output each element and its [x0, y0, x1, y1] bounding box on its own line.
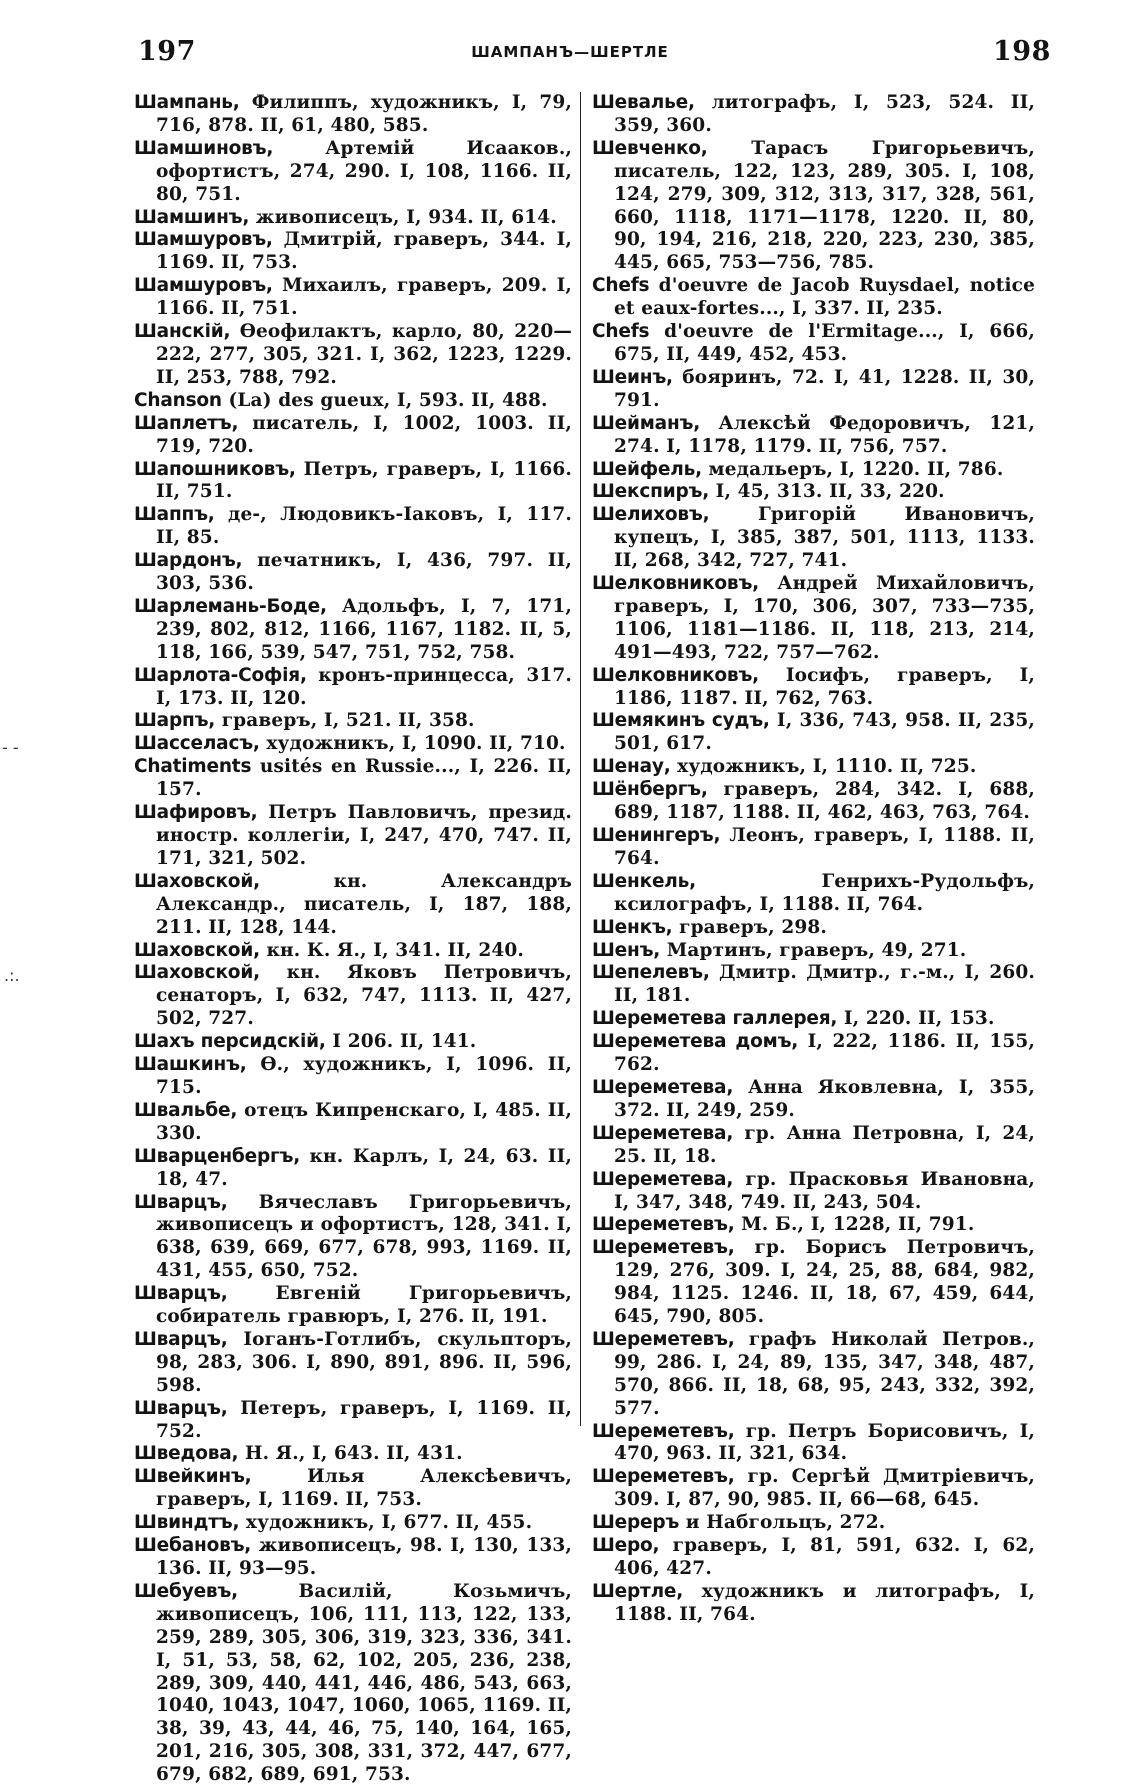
entry-headword: Шведова,: [134, 1443, 239, 1465]
entry-headword: Шертле,: [592, 1580, 684, 1602]
index-entry: [592, 1077, 1035, 1123]
entry-references: Василій, Козьмичъ, живописецъ, 106, 111, 113, 122, 133, 259, 289, 305, 306, 319, 323, 336, 341. I, 51, 53, 58, 62, 102, 205, 236, 238, 289, 309, 440, 441, 446, 486, 543, 663, 1040, 1043, 1047, 1060, 1065, 1169. II, 38, 39, 43, 44, 46, 75, 140, 164, 165, 201, 216, 305, 308, 331, 372, 447, 677, 679, 682, 689, 691, 753.: [156, 1580, 573, 1786]
entry-references: Алексѣй Федоровичъ, 121, 274. I, 1178, 1179. II, 756, 757.: [614, 412, 1035, 457]
entry-references: Ѳ., художникъ, I, 1096. II, 715.: [156, 1054, 573, 1098]
index-entry: [134, 1512, 572, 1535]
entry-headword: Шамшинъ,: [134, 206, 250, 228]
index-entry: [592, 1535, 1035, 1581]
entry-references: Анна Яковлевна, I, 355, 372. II, 249, 259.: [614, 1076, 1035, 1121]
index-entry: [134, 710, 572, 733]
entry-headword: Шеинъ,: [592, 366, 673, 388]
entry-references: живописецъ, I, 934. II, 614.: [255, 206, 557, 228]
entry-references: де-, Людовикъ-Іаковъ, I, 117. II, 85.: [156, 504, 572, 549]
entry-references: (La) des gueux, I, 593. II, 488.: [228, 389, 548, 411]
index-entry: [592, 1031, 1035, 1077]
index-entry: [592, 1169, 1035, 1215]
entry-references: d'oeuvre de Jacob Ruysdael, notice et eaux-fortes..., I, 337. II, 235.: [614, 275, 1036, 320]
page-number-left: 197: [138, 36, 196, 67]
entry-headword: Шереметева галлерея,: [592, 1008, 838, 1030]
entry-references: гр. Анна Петровна, I, 24, 25. II, 18.: [614, 1122, 1035, 1167]
index-entry: [592, 413, 1035, 459]
index-entry: [134, 756, 572, 802]
entry-headword: Шаховской,: [134, 939, 260, 961]
margin-mark: .:.: [4, 966, 20, 985]
entry-headword: Шапошниковъ,: [134, 458, 296, 480]
entry-headword: Шарлота-Софія,: [134, 664, 307, 686]
index-entry: [134, 802, 572, 871]
entry-references: Андрей Михайловичъ, граверъ, I, 170, 306, 307, 733—735, 1106, 1181—1186. II, 118, 213, 214, 491—493, 722, 757—762.: [614, 573, 1035, 663]
entry-headword: Шахъ персидскій,: [134, 1031, 326, 1053]
index-entry: [134, 459, 572, 505]
entry-references: I 206. II, 141.: [332, 1031, 477, 1053]
entry-headword: Шарпъ,: [134, 710, 216, 732]
entry-headword: Шварцъ,: [134, 1328, 228, 1350]
entry-references: I, 45, 313. II, 33, 220.: [715, 481, 945, 503]
entry-headword: Шенъ,: [592, 939, 661, 961]
entry-references: Филиппъ, художникъ, I, 79, 716, 878. II, 61, 480, 585.: [156, 92, 573, 136]
index-entry: [592, 92, 1035, 138]
entry-references: гр. Петръ Борисовичъ, I, 470, 963. II, 321, 634.: [614, 1420, 1036, 1465]
entry-headword: Шереметевъ,: [592, 1420, 735, 1442]
entry-references: и Набгольцъ, 272.: [685, 1512, 886, 1534]
entry-references: I, 336, 743, 958. II, 235, 501, 617.: [614, 710, 1035, 755]
entry-references: Ѳеофилактъ, карло, 80, 220—222, 277, 305, 321. I, 362, 1223, 1229. II, 253, 788, 792.: [156, 321, 572, 388]
entry-headword: Швиндтъ,: [134, 1512, 240, 1534]
index-entry: [134, 92, 572, 138]
entry-references: печатникъ, I, 436, 797. II, 303, 536.: [156, 550, 573, 595]
entry-references: Адольфъ, I, 7, 171, 239, 802, 812, 1166, 1167, 1182. II, 5, 118, 166, 539, 547, 751, 752, 758.: [156, 595, 573, 663]
entry-references: бояринъ, 72. I, 41, 1228. II, 30, 791.: [614, 366, 1035, 411]
index-entry: [134, 550, 572, 596]
entry-references: Илья Алексѣевичъ, граверъ, I, 1169. II, 753.: [156, 1466, 572, 1511]
index-entry: [592, 1421, 1035, 1467]
index-entry: [592, 665, 1035, 711]
entry-references: граверъ, I, 81, 591, 632. I, 62, 406, 427.: [614, 1535, 1035, 1579]
index-entry: [134, 1146, 572, 1192]
entry-references: кн. Александръ Александр., писатель, I, 187, 188, 211. II, 128, 144.: [156, 870, 573, 938]
index-entry: [134, 1466, 572, 1512]
entry-headword: Шекспиръ,: [592, 481, 710, 503]
entry-headword: Шардонъ,: [134, 550, 243, 572]
entry-headword: Шереметевъ,: [592, 1328, 735, 1350]
entry-headword: Шварценбергъ,: [134, 1145, 301, 1167]
entry-references: писатель, I, 1002, 1003. II, 719, 720.: [156, 412, 573, 457]
index-entry: [592, 779, 1035, 825]
entry-references: граверъ, I, 521. II, 358.: [221, 710, 475, 732]
entry-headword: Шёнбергъ,: [592, 779, 708, 801]
entry-headword: Шепелевъ,: [592, 962, 710, 984]
entry-headword: Шелиховъ,: [592, 504, 710, 526]
index-entry: [592, 825, 1035, 871]
left-column: [134, 92, 572, 1787]
entry-headword: Швейкинъ,: [134, 1466, 252, 1488]
entry-references: гр. Прасковья Ивановна, I, 347, 348, 749. II, 243, 504.: [614, 1168, 1035, 1213]
index-entry: [134, 1398, 572, 1444]
index-entry: [592, 138, 1035, 275]
entry-headword: Швальбе,: [134, 1099, 238, 1121]
index-entry: [134, 138, 572, 207]
entry-references: Дмитр. Дмитр., г.-м., I, 260. II, 181.: [614, 962, 1036, 1007]
entry-headword: Chanson: [134, 389, 222, 411]
index-entry: [592, 871, 1035, 917]
entry-references: I, 220. II, 153.: [843, 1008, 995, 1030]
entry-headword: Шевалье,: [592, 92, 695, 113]
entry-headword: Шейфель,: [592, 458, 702, 480]
entry-references: граверъ, 298.: [679, 916, 827, 938]
margin-mark: - -: [2, 738, 19, 757]
index-entry: [592, 962, 1035, 1008]
entry-headword: Шарлемань-Боде,: [134, 595, 327, 617]
entry-references: Н. Я., I, 643. II, 431.: [244, 1443, 463, 1465]
index-entry: [592, 1466, 1035, 1512]
entry-headword: Chatiments: [134, 756, 252, 778]
entry-headword: Шварцъ,: [134, 1283, 228, 1305]
entry-references: М. Б., I, 1228, II, 791.: [741, 1214, 975, 1236]
index-entry: [134, 1031, 572, 1054]
index-entry: [592, 459, 1035, 482]
index-entry: [592, 367, 1035, 413]
index-entry: [592, 1329, 1035, 1421]
entry-references: медальеръ, I, 1220. II, 786.: [708, 458, 1004, 480]
entry-headword: Шашкинъ,: [134, 1054, 247, 1076]
entry-headword: Шевченко,: [592, 137, 708, 159]
index-entry: [134, 1283, 572, 1329]
index-entry: [592, 275, 1035, 321]
entry-headword: Шаховской,: [134, 962, 260, 984]
entry-headword: Шереметева,: [592, 1122, 734, 1144]
entry-references: Тарасъ Григорьевичъ, писатель, 122, 123, 289, 305. I, 108, 124, 279, 309, 312, 313, 317, 328, 561, 660, 1118, 1171—1178, 1220. II, 80, 90, 194, 216, 218, 220, 223, 230, 385, 445, 665, 753—756, 785.: [614, 137, 1035, 274]
index-entry: [134, 207, 572, 230]
entry-headword: Шаховской,: [134, 870, 260, 892]
index-entry: [134, 733, 572, 756]
entry-references: кн. Яковъ Петровичъ, сенаторъ, I, 632, 747, 1113. II, 427, 502, 727.: [156, 962, 572, 1030]
index-entry: [134, 1443, 572, 1466]
entry-headword: Шереметевъ,: [592, 1466, 735, 1488]
entry-references: Петръ Павловичъ, презид. иностр. коллегіи, I, 247, 470, 747. II, 171, 321, 502.: [156, 802, 572, 869]
entry-headword: Шереръ: [592, 1512, 680, 1534]
entry-references: графъ Николай Петров., 99, 286. I, 24, 89, 135, 347, 348, 487, 570, 866. II, 18, 68, 95, 243, 332, 392, 577.: [614, 1328, 1036, 1419]
entry-headword: Шафировъ,: [134, 802, 258, 824]
index-entry: [134, 229, 572, 275]
entry-references: d'oeuvre de l'Ermitage..., I, 666, 675, II, 449, 452, 453.: [614, 321, 1035, 365]
index-entry: [134, 665, 572, 711]
index-entry: [592, 1581, 1035, 1627]
entry-headword: Шварцъ,: [134, 1397, 228, 1419]
index-entry: [134, 1100, 572, 1146]
entry-references: Артемій Исааков., офортистъ, 274, 290. I, 108, 1166. II, 80, 751.: [156, 137, 572, 205]
index-entry: [592, 573, 1035, 665]
entry-references: художникъ, I, 1110. II, 725.: [677, 756, 977, 778]
index-entry: [134, 871, 572, 940]
index-entry: [134, 321, 572, 390]
index-entry: [592, 481, 1035, 504]
entry-references: Іоганъ-Готлибъ, скульпторъ, 98, 283, 306. I, 890, 891, 896. II, 596, 598.: [156, 1328, 572, 1396]
index-entry: [592, 1237, 1035, 1329]
column-divider: [580, 92, 581, 1426]
entry-headword: Шелковниковъ,: [592, 664, 759, 686]
entry-references: Мартинъ, граверъ, 49, 271.: [666, 939, 967, 961]
index-entry: [134, 390, 572, 413]
entry-headword: Шереметевъ,: [592, 1237, 735, 1259]
entry-headword: Шенингеръ,: [592, 825, 721, 846]
entry-references: живописецъ, 98. I, 130, 133, 136. II, 93—95.: [156, 1535, 572, 1579]
index-entry: [134, 413, 572, 459]
index-entry: [134, 504, 572, 550]
index-entry: [134, 275, 572, 321]
entry-references: художникъ, I, 677. II, 455.: [245, 1512, 533, 1534]
entry-references: Евгеній Григорьевичъ, собиратель гравюръ, I, 276. II, 191.: [156, 1283, 572, 1328]
running-head: ШАМПАНЪ—ШЕРТЛЕ: [471, 43, 669, 61]
index-entry: [592, 321, 1035, 367]
entry-references: Петръ, граверъ, I, 1166. II, 751.: [156, 458, 572, 503]
entry-headword: Шереметевъ,: [592, 1214, 735, 1236]
index-entry: [592, 917, 1035, 940]
entry-references: кронъ-принцесса, 317. I, 173. II, 120.: [156, 664, 572, 709]
entry-references: Леонъ, граверъ, I, 1188. II, 764.: [614, 825, 1036, 869]
entry-headword: Шасселасъ,: [134, 733, 260, 755]
entry-references: литографъ, I, 523, 524. II, 359, 360.: [614, 92, 1036, 136]
entry-headword: Шебановъ,: [134, 1535, 252, 1557]
entry-headword: Шеро,: [592, 1535, 660, 1557]
entry-headword: Шварцъ,: [134, 1191, 228, 1213]
index-entry: [592, 504, 1035, 573]
right-column: [592, 92, 1035, 1627]
entry-headword: Шамшуровъ,: [134, 229, 273, 251]
entry-headword: Шаппъ,: [134, 504, 215, 526]
index-entry: [134, 1054, 572, 1100]
entry-headword: Шереметева,: [592, 1168, 734, 1190]
index-entry: [134, 1535, 572, 1581]
entry-headword: Шемякинъ судъ,: [592, 710, 770, 732]
entry-references: граверъ, 284, 342. I, 688, 689, 1187, 1188. II, 462, 463, 763, 764.: [614, 779, 1035, 824]
page-number-right: 198: [993, 36, 1051, 67]
entry-references: Іосифъ, граверъ, I, 1186, 1187. II, 762, 763.: [614, 664, 1035, 709]
entry-references: Вячеславъ Григорьевичъ, живописецъ и офортистъ, 128, 341. I, 638, 639, 669, 677, 678, 993, 1169. II, 431, 455, 650, 752.: [156, 1191, 572, 1282]
entry-references: Дмитрій, граверъ, 344. I, 1169. II, 753.: [156, 229, 572, 274]
entry-references: Генрихъ-Рудольфъ, ксилографъ, I, 1188. II, 764.: [614, 870, 1035, 915]
index-entry: [134, 1581, 572, 1787]
entry-headword: Шанскій,: [134, 321, 231, 343]
entry-references: I, 222, 1186. II, 155, 762.: [614, 1031, 1036, 1076]
entry-headword: Шереметева домъ,: [592, 1031, 799, 1053]
entry-headword: Шамшиновъ,: [134, 137, 274, 159]
entry-references: Григорій Ивановичъ, купецъ, I, 385, 387, 501, 1113, 1133. II, 268, 342, 727, 741.: [614, 504, 1035, 572]
entry-references: usités en Russie..., I, 226. II, 157.: [156, 756, 572, 801]
entry-references: художникъ и литографъ, I, 1188. II, 764.: [614, 1580, 1035, 1625]
entry-headword: Шебуевъ,: [134, 1580, 238, 1602]
entry-headword: Шенкель,: [592, 870, 696, 892]
entry-references: Петеръ, граверъ, I, 1169. II, 752.: [156, 1397, 572, 1442]
entry-headword: Шейманъ,: [592, 412, 701, 434]
index-entry: [592, 1214, 1035, 1237]
index-entry: [592, 756, 1035, 779]
entry-headword: Шелковниковъ,: [592, 573, 759, 595]
entry-headword: Chefs: [592, 321, 650, 343]
entry-references: художникъ, I, 1090. II, 710.: [266, 733, 566, 755]
entry-headword: Шереметева,: [592, 1076, 734, 1098]
entry-headword: Шамшуровъ,: [134, 275, 273, 297]
index-entry: [134, 940, 572, 963]
entry-references: отецъ Кипренскаго, I, 485. II, 330.: [156, 1099, 572, 1144]
entry-references: гр. Борисъ Петровичъ, 129, 276, 309. I, 24, 25, 88, 684, 982, 984, 1125. 1246. II, 18, 67, 459, 644, 645, 790, 805.: [614, 1237, 1036, 1328]
entry-references: кн. К. Я., I, 341. II, 240.: [266, 939, 524, 961]
entry-headword: Шампань,: [134, 92, 240, 113]
entry-references: Михаилъ, граверъ, 209. I, 1166. II, 751.: [156, 275, 572, 320]
index-entry: [592, 710, 1035, 756]
index-entry: [134, 962, 572, 1031]
index-entry: [134, 1192, 572, 1284]
entry-headword: Chefs: [592, 275, 650, 297]
index-entry: [592, 940, 1035, 963]
entry-headword: Шаплетъ,: [134, 412, 239, 434]
index-entry: [134, 596, 572, 665]
index-entry: [592, 1512, 1035, 1535]
index-entry: [134, 1329, 572, 1398]
entry-references: гр. Сергѣй Дмитріевичъ, 309. I, 87, 90, 985. II, 66—68, 645.: [614, 1466, 1036, 1511]
entry-references: кн. Карлъ, I, 24, 63. II, 18, 47.: [156, 1145, 573, 1190]
entry-headword: Шенкъ,: [592, 916, 673, 938]
entry-headword: Шенау,: [592, 756, 671, 778]
index-entry: [592, 1123, 1035, 1169]
index-entry: [592, 1008, 1035, 1031]
